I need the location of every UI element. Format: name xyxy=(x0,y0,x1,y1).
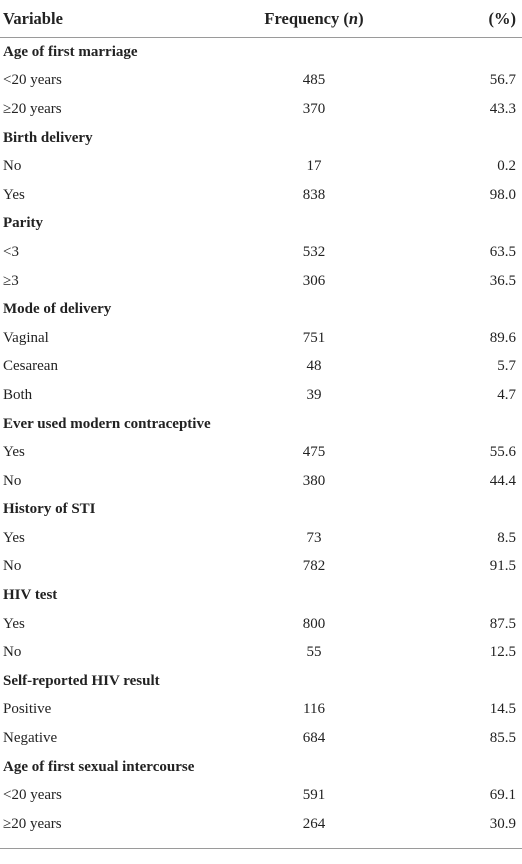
table-row xyxy=(0,610,522,639)
row-percent: 55.6 xyxy=(489,444,516,461)
row-label: History of STI xyxy=(3,501,96,518)
table-row xyxy=(0,438,522,467)
row-percent: 91.5 xyxy=(489,558,516,575)
header-frequency-prefix: Frequency ( xyxy=(264,8,349,28)
row-label: Positive xyxy=(3,701,52,718)
bottom-rule xyxy=(0,848,522,849)
row-label: <20 years xyxy=(3,787,62,804)
table-row xyxy=(0,67,522,96)
group-header-row xyxy=(0,667,522,696)
header-variable: Variable xyxy=(3,8,63,28)
row-label: Self-reported HIV result xyxy=(3,672,160,689)
group-header-row xyxy=(0,295,522,324)
row-label: HIV test xyxy=(3,587,58,604)
row-frequency: 838 xyxy=(302,186,326,203)
row-frequency: 370 xyxy=(302,100,326,117)
table-row xyxy=(0,696,522,725)
row-frequency: 55 xyxy=(306,644,322,661)
group-header-row xyxy=(0,496,522,525)
group-header-row xyxy=(0,124,522,153)
group-header-row xyxy=(0,38,522,67)
row-label: Yes xyxy=(3,444,25,461)
row-percent: 12.5 xyxy=(489,644,516,661)
row-label: Birth delivery xyxy=(3,129,93,146)
row-label: ≥20 years xyxy=(3,100,62,117)
table-row xyxy=(0,638,522,667)
table-body xyxy=(0,38,522,839)
row-label: Ever used modern contraceptive xyxy=(3,415,211,432)
table-row xyxy=(0,467,522,496)
row-frequency: 116 xyxy=(303,701,325,718)
row-percent: 14.5 xyxy=(489,701,516,718)
row-percent: 5.7 xyxy=(497,358,516,375)
header-frequency-suffix: ) xyxy=(358,8,364,28)
row-frequency: 591 xyxy=(302,787,326,804)
table-header xyxy=(0,0,522,38)
table-row xyxy=(0,95,522,124)
row-frequency: 39 xyxy=(306,386,322,403)
row-label: Vaginal xyxy=(3,329,49,346)
table-row xyxy=(0,152,522,181)
row-label: Mode of delivery xyxy=(3,301,112,318)
row-label: Yes xyxy=(3,615,25,632)
table-row xyxy=(0,181,522,210)
row-label: No xyxy=(3,158,22,175)
row-percent: 43.3 xyxy=(489,100,516,117)
row-label: ≥20 years xyxy=(3,815,62,832)
row-frequency: 17 xyxy=(306,158,322,175)
row-label: Age of first sexual intercourse xyxy=(3,758,195,775)
row-frequency: 782 xyxy=(302,558,326,575)
row-percent: 56.7 xyxy=(489,72,516,89)
table-row xyxy=(0,553,522,582)
table-row xyxy=(0,353,522,382)
row-label: Negative xyxy=(3,730,58,747)
table-row xyxy=(0,381,522,410)
row-frequency: 475 xyxy=(302,444,326,461)
row-percent: 87.5 xyxy=(489,615,516,632)
row-label: <3 xyxy=(3,243,19,260)
table-row xyxy=(0,267,522,296)
table-row xyxy=(0,524,522,553)
row-frequency: 532 xyxy=(302,243,326,260)
row-percent: 4.7 xyxy=(497,386,516,403)
table-row xyxy=(0,724,522,753)
row-frequency: 380 xyxy=(302,472,326,489)
row-label: No xyxy=(3,558,22,575)
row-percent: 8.5 xyxy=(497,529,516,546)
row-percent: 30.9 xyxy=(489,815,516,832)
row-frequency: 306 xyxy=(302,272,326,289)
header-frequency-n: n xyxy=(348,8,359,28)
row-percent: 89.6 xyxy=(489,329,516,346)
row-label: No xyxy=(3,472,22,489)
table-row xyxy=(0,810,522,839)
row-frequency: 48 xyxy=(306,358,322,375)
group-header-row xyxy=(0,410,522,439)
row-label: ≥3 xyxy=(3,272,19,289)
row-frequency: 751 xyxy=(302,329,326,346)
row-frequency: 684 xyxy=(302,730,326,747)
row-label: No xyxy=(3,644,22,661)
row-frequency: 264 xyxy=(302,815,326,832)
row-percent: 36.5 xyxy=(489,272,516,289)
row-frequency: 73 xyxy=(306,529,322,546)
row-percent: 69.1 xyxy=(489,787,516,804)
row-label: <20 years xyxy=(3,72,62,89)
row-percent: 85.5 xyxy=(489,730,516,747)
group-header-row xyxy=(0,581,522,610)
row-frequency: 800 xyxy=(302,615,326,632)
row-label: Parity xyxy=(3,215,43,232)
header-percent: (%) xyxy=(488,8,516,28)
row-percent: 0.2 xyxy=(497,158,516,175)
row-frequency: 485 xyxy=(302,72,326,89)
row-label: Age of first marriage xyxy=(3,43,138,60)
row-percent: 63.5 xyxy=(489,243,516,260)
header-frequency xyxy=(230,9,398,29)
table-row xyxy=(0,781,522,810)
row-label: Yes xyxy=(3,186,25,203)
row-label: Both xyxy=(3,386,33,403)
row-label: Cesarean xyxy=(3,358,58,375)
group-header-row xyxy=(0,210,522,239)
group-header-row xyxy=(0,753,522,782)
row-percent: 98.0 xyxy=(489,186,516,203)
row-label: Yes xyxy=(3,529,25,546)
table-row xyxy=(0,324,522,353)
row-percent: 44.4 xyxy=(489,472,516,489)
table-row xyxy=(0,238,522,267)
